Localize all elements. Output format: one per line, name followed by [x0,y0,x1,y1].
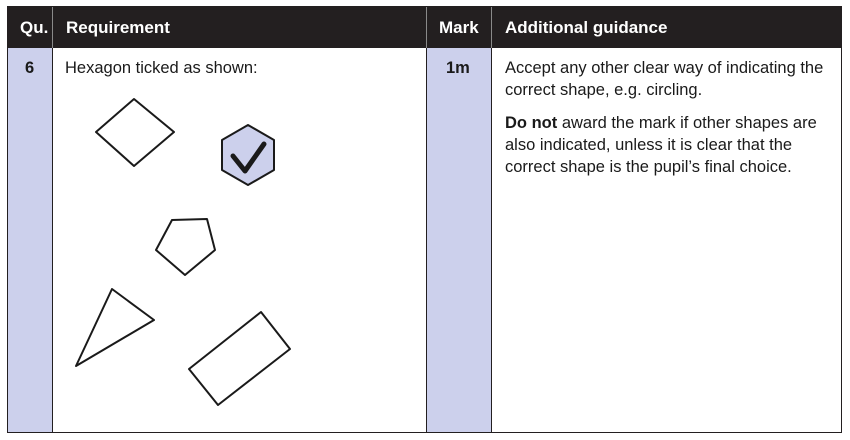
rhombus-shape [96,99,174,166]
header-divider [491,7,492,48]
hexagon-shape [222,125,274,185]
rectangle-shape [189,312,290,405]
header-mark: Mark [439,18,479,37]
guidance-rest: award the mark if other shapes are also indicated, unless it is clear that the correct shape is the pupil’s final choice. [505,114,817,176]
column-line [491,48,492,432]
guidance-paragraph-2 [505,112,835,178]
question-number: 6 [25,59,35,77]
mark-scheme-table [7,6,842,433]
triangle-shape [76,289,154,366]
mark-value: 1m [446,59,470,77]
mark-column-shade [426,48,491,432]
header-guidance: Additional guidance [505,18,668,37]
pentagon-shape [156,219,215,275]
requirement-text: Hexagon ticked as shown: [65,59,258,77]
guidance-paragraph-1: Accept any other clear way of indicating the correct shape, e.g. circling. [505,59,824,99]
header-qu: Qu. [20,18,49,37]
guidance-do-not: Do not [505,114,558,132]
shapes-diagram [8,7,428,434]
header-requirement: Requirement [66,18,170,37]
